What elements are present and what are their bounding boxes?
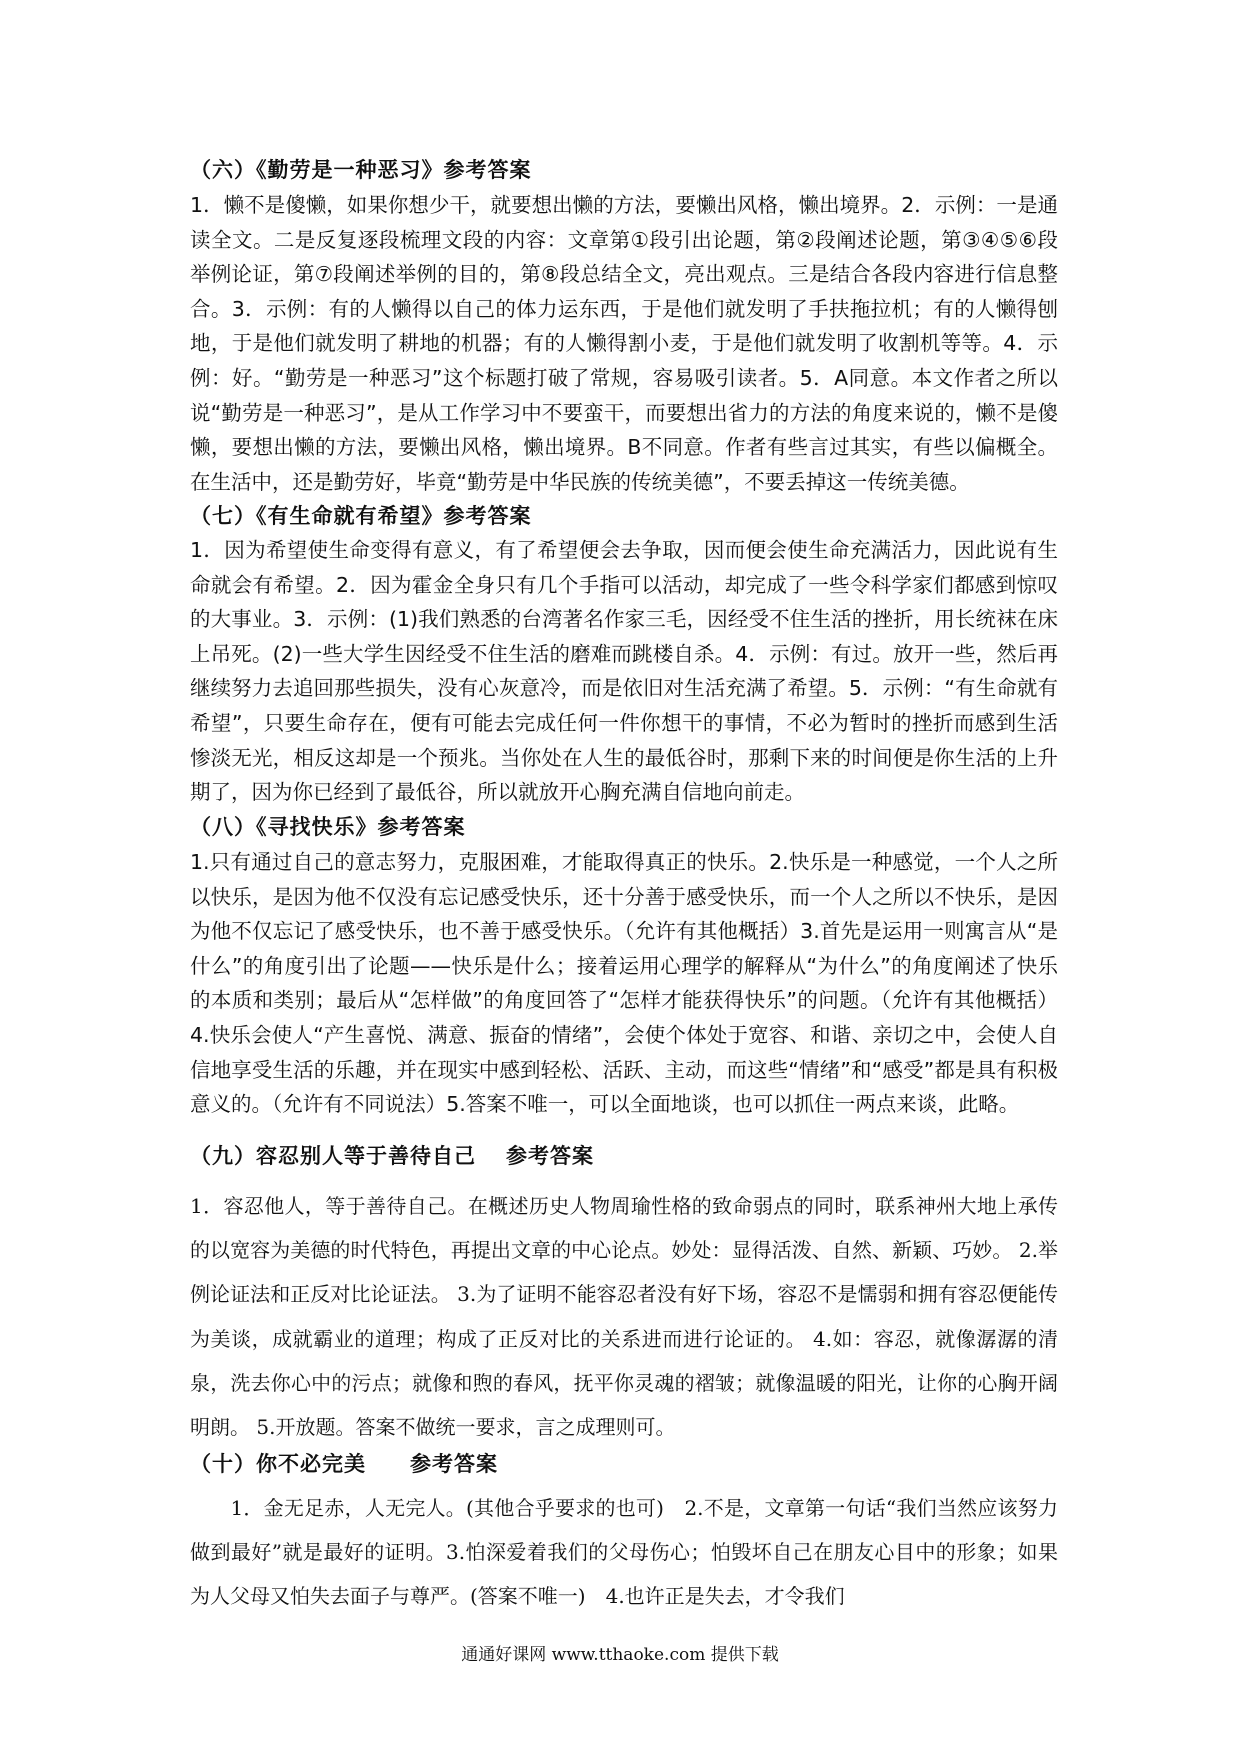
- section-7-body: 1．因为希望使生命变得有意义，有了希望便会去争取，因而便会使生命充满活力，因此说有生命就会有希望。2．因为霍金全身只有几个手指可以活动，却完成了一些令科学家们都感到惊叹的大事业。3．示例：(1)我们熟悉的台湾著名作家三毛，因经受不住生活的挫折，用长统袜在床上吊死。(2)一些大学生因经受不住生活的磨难而跳楼自杀。4．示例：有过。放开一些，然后再继续努力去追回那些损失，没有心灰意冷，而是依旧对生活充满了希望。5．示例：“有生命就有希望”，只要生命存在，便有可能去完成任何一件你想干的事情，不必为暂时的挫折而感到生活惨淡无光，相反这却是一个预兆。当你处在人生的最低谷时，那剩下来的时间便是你生活的上升期了，因为你已经到了最低谷，所以就放开心胸充满自信地向前走。: [190, 538, 1058, 805]
- section-10-title-main: （十）你不必完美: [190, 1452, 366, 1476]
- section-9-title-main: （九）容忍别人等于善待自己: [190, 1144, 476, 1168]
- section-8-body: 1.只有通过自己的意志努力，克服困难，才能取得真正的快乐。2.快乐是一种感觉，一个人之所以快乐，是因为他不仅没有忘记感受快乐，还十分善于感受快乐，而一个人之所以不快乐，是因为他不仅忘记了感受快乐，也不善于感受快乐。（允许有其他概括）3.首先是运用一则寓言从“是什么”的角度引出了论题——快乐是什么；接着运用心理学的解释从“为什么”的角度阐述了快乐的本质和类别；最后从“怎样做”的角度回答了“怎样才能获得快乐”的问题。（允许有其他概括）4.快乐会使人“产生喜悦、满意、振奋的情绪”，会使个体处于宽容、和谐、亲切之中，会使人自信地享受生活的乐趣，并在现实中感到轻松、活跃、主动，而这些“情绪”和“感受”都是具有积极意义的。（允许有不同说法）5.答案不唯一，可以全面地谈，也可以抓住一两点来谈，此略。: [190, 850, 1058, 1117]
- section-10-body: 1．金无足赤，人无完人。(其他合乎要求的也可) 2.不是，文章第一句话“我们当然应该努力做到最好”就是最好的证明。3.怕深爱着我们的父母伤心；怕毁坏自己在朋友心目中的形象；如果为人父母又怕失去面子与尊严。(答案不唯一) 4.也许正是失去，才令我们: [190, 1496, 1058, 1609]
- section-10-title-suffix: 参考答案: [410, 1452, 498, 1476]
- footer-download-note: 通通好课网 www.tthaoke.com 提供下载: [461, 1645, 779, 1665]
- section-9-title-suffix: 参考答案: [506, 1144, 594, 1168]
- section-9-body: 1．容忍他人，等于善待自己。在概述历史人物周瑜性格的致命弱点的同时，联系神州大地上承传的以宽容为美德的时代特色，再提出文章的中心论点。妙处：显得活泼、自然、新颖、巧妙。 2.举例论证法和正反对比论证法。 3.为了证明不能容忍者没有好下场，容忍不是懦弱和拥有容忍便能传为美谈，成就霸业的道理；构成了正反对比的关系进而进行论证的。 4.如：容忍，就像潺潺的清泉，洗去你心中的污点；就像和煦的春风，抚平你灵魂的褶皱；就像温暖的阳光，让你的心胸开阔明朗。 5.开放题。答案不做统一要求，言之成理则可。: [190, 1194, 1058, 1440]
- section-8-title: （八）《寻找快乐》参考答案: [190, 815, 466, 839]
- section-6-body: 1．懒不是傻懒，如果你想少干，就要想出懒的方法，要懒出风格，懒出境界。2．示例：一是通读全文。二是反复逐段梳理文段的内容：文章第①段引出论题，第②段阐述论题，第③④⑤⑥段举例论证，第⑦段阐述举例的目的，第⑧段总结全文，亮出观点。三是结合各段内容进行信息整合。3．示例：有的人懒得以自己的体力运东西，于是他们就发明了手扶拖拉机；有的人懒得刨地，于是他们就发明了耕地的机器；有的人懒得割小麦，于是他们就发明了收割机等等。4．示例：好。“勤劳是一种恶习”这个标题打破了常规，容易吸引读者。5．A同意。本文作者之所以说“勤劳是一种恶习”，是从工作学习中不要蛮干，而要想出省力的方法的角度来说的，懒不是傻懒，要想出懒的方法，要懒出风格，懒出境界。B不同意。作者有些言过其实，有些以偏概全。在生活中，还是勤劳好，毕竟“勤劳是中华民族的传统美德”，不要丢掉这一传统美德。: [190, 193, 1058, 494]
- section-9-title: [190, 1140, 594, 1170]
- section-10-title: [190, 1448, 498, 1478]
- section-6-title: （六）《勤劳是一种恶习》参考答案: [190, 158, 532, 182]
- section-7-title: （七）《有生命就有希望》参考答案: [190, 504, 532, 528]
